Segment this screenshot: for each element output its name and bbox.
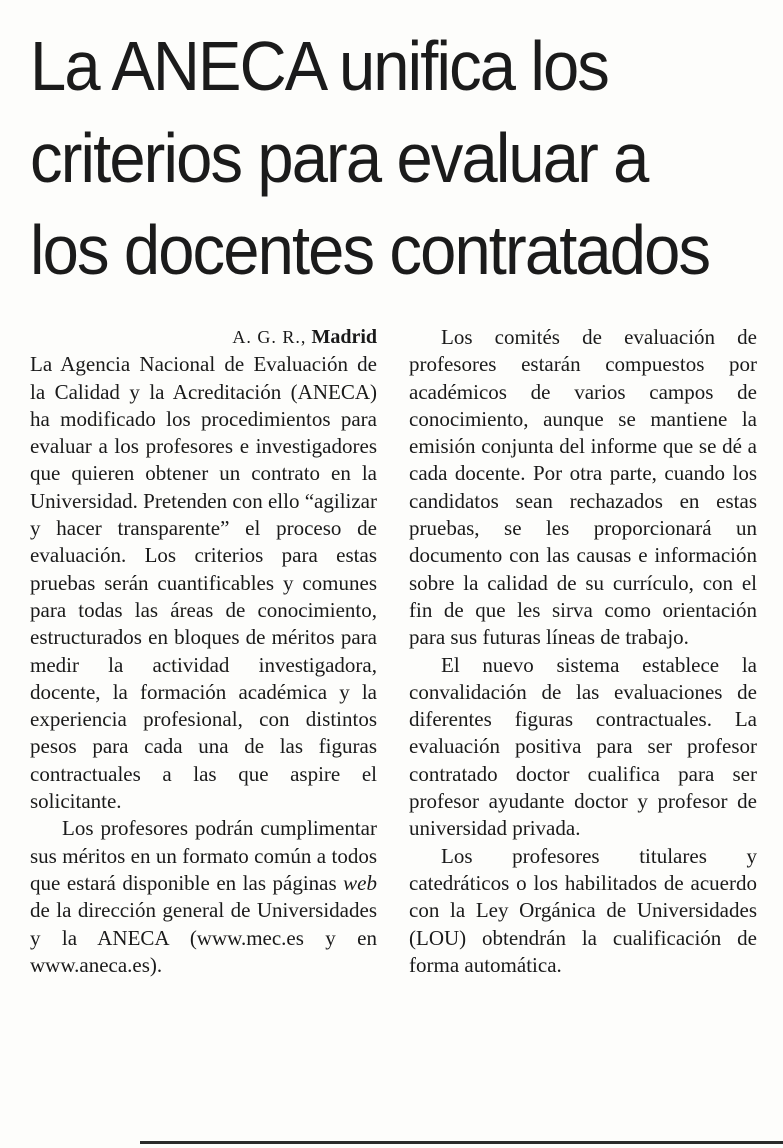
- left-paragraph-2-end: de la dirección general de Universidades y la ANECA (www.mec.es y en www.aneca.es).: [30, 898, 377, 977]
- headline-line-3: los docentes contratados: [30, 211, 710, 289]
- byline: [30, 324, 377, 351]
- headline-line-1: La ANECA unifica los: [30, 27, 608, 105]
- left-paragraph-2: [30, 815, 377, 979]
- right-paragraph-1: Los comités de evaluación de profesores estarán compuestos por académicos de varios campos de conocimiento, aunque se mantiene la emisión conjunta del informe que se dé a cada docente. Por otra parte, cuando los candidatos sean rechazados en estas pruebas, se les proporcionará un documento con las causas e información sobre la calidad de su currículo, con el fin de que les sirva como orientación para sus futuras líneas de trabajo.: [409, 325, 757, 650]
- right-paragraph-2: El nuevo sistema establece la convalidación de las evaluaciones de diferentes figuras contractuales. La evaluación positiva para ser profesor contratado doctor cualifica para ser profesor ayudante doctor y profesor de universidad privada.: [409, 652, 757, 841]
- left-paragraph-2-start: Los profesores podrán cumplimentar sus méritos en un formato común a todos que estará disponible en las páginas: [30, 816, 377, 895]
- headline-line-2: criterios para evaluar a: [30, 119, 648, 197]
- headline: [30, 20, 718, 296]
- article-column-right: [409, 324, 757, 979]
- bottom-rule: [140, 1141, 783, 1144]
- left-paragraph-1: La Agencia Nacional de Evaluación de la Calidad y la Acreditación (ANECA) ha modificado los procedimientos para evaluar a los profesores e investigadores que quieren obtener un contrato en la Universidad. Pretenden con ello “agilizar y hacer transparente” el proceso de evaluación. Los criterios para estas pruebas serán cuantificables y comunes para todas las áreas de conocimiento, estructurados en bloques de méritos para medir la actividad investigadora, docente, la formación académica y la experiencia profesional, con distintos pesos para cada una de las figuras contractuales a las que aspire el solicitante.: [30, 352, 377, 814]
- article-column-left: [30, 324, 377, 979]
- right-paragraph-3: Los profesores titulares y catedráticos o los habilitados de acuerdo con la Ley Orgánica de Universidades (LOU) obtendrán la cualificación de forma automática.: [409, 843, 757, 977]
- byline-author: A. G. R.,: [232, 327, 307, 347]
- byline-city: Madrid: [311, 326, 377, 348]
- left-paragraph-2-web: web: [343, 870, 377, 895]
